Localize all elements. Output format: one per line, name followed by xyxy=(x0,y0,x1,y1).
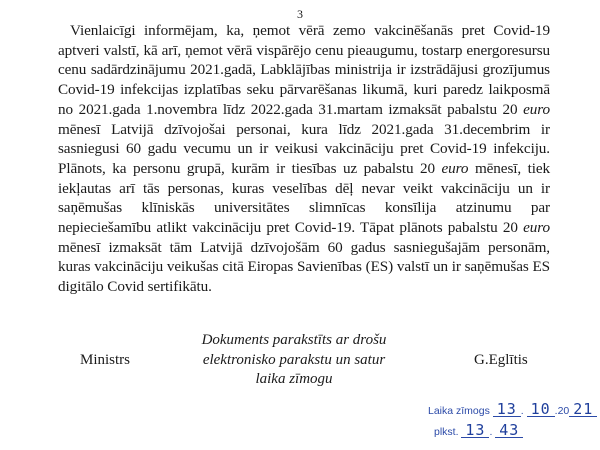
e-signature-note: Dokuments parakstīts ar drošu elektronisko parakstu un satur laika zīmogu xyxy=(201,332,387,387)
page-number: 3 xyxy=(297,7,303,21)
stamp-year-prefix: 20 xyxy=(557,405,570,417)
stamp-time-line: plkst. 13 . 43 xyxy=(434,423,523,438)
signatory-role: Ministrs xyxy=(80,352,131,368)
body-paragraph: Vienlaicīgi informējam, ka, ņemot vērā zemo vakcinēšanās pret Covid-19 aptveri valstī, kā arī, ņemot vērā vispārējo cenu pieaugumu, tostarp energoresursu cenu sadārdzinājumu 2021.gadā, Labklājības ministrija ir izstrādājusi grozījumus Covid-19 infekcijas izplatības seku pārvarēšanas likumā, kuri paredz laikposmā no 2021.gada 1.novembra līdz 2022.gada 31.martam izmaksāt pabalstu 20 euro mēnesī Latvijā dzīvojošai personai, kura līdz 2021.gada 31.decembrim ir sasniegusi 60 gadu vecumu un ir veikusi vakcināciju pret Covid-19 infekciju. Plānots, ka personu grupā, kurām ir tiesības uz pabalstu 20 euro mēnesī, tiek iekļautas arī tās personas, kuras veselības dēļ nevar veikt vakcināciju un ir saņēmušas klīniskās universitātes slimnīcas konsīlija atzinumu par nepieciešamību atlikt vakcināciju pret Covid-19. Tāpat plānots pabalstu 20 euro mēnesī izmaksāt tām Latvijā dzīvojošām 60 gadus sasniegušajām personām, kuras vakcināciju veikušas citā Eiropas Savienības (ES) valstī un ir saņēmušas ES digitālo Covid sertifikātu. xyxy=(58,22,550,296)
stamp-day: 13 xyxy=(493,402,521,417)
stamp-minute: 43 xyxy=(495,423,523,438)
signatory-name: G.Eglītis xyxy=(474,352,528,368)
stamp-month: 10 xyxy=(527,402,555,417)
stamp-plkst-label: plkst. xyxy=(434,426,459,438)
stamp-date-line: Laika zīmogs 13 . 10 .20 21 xyxy=(428,402,597,417)
stamp-hour: 13 xyxy=(461,423,489,438)
stamp-date-label: Laika zīmogs xyxy=(428,405,490,417)
stamp-year-suffix: 21 xyxy=(569,402,597,417)
timestamp-stamp xyxy=(428,400,598,444)
